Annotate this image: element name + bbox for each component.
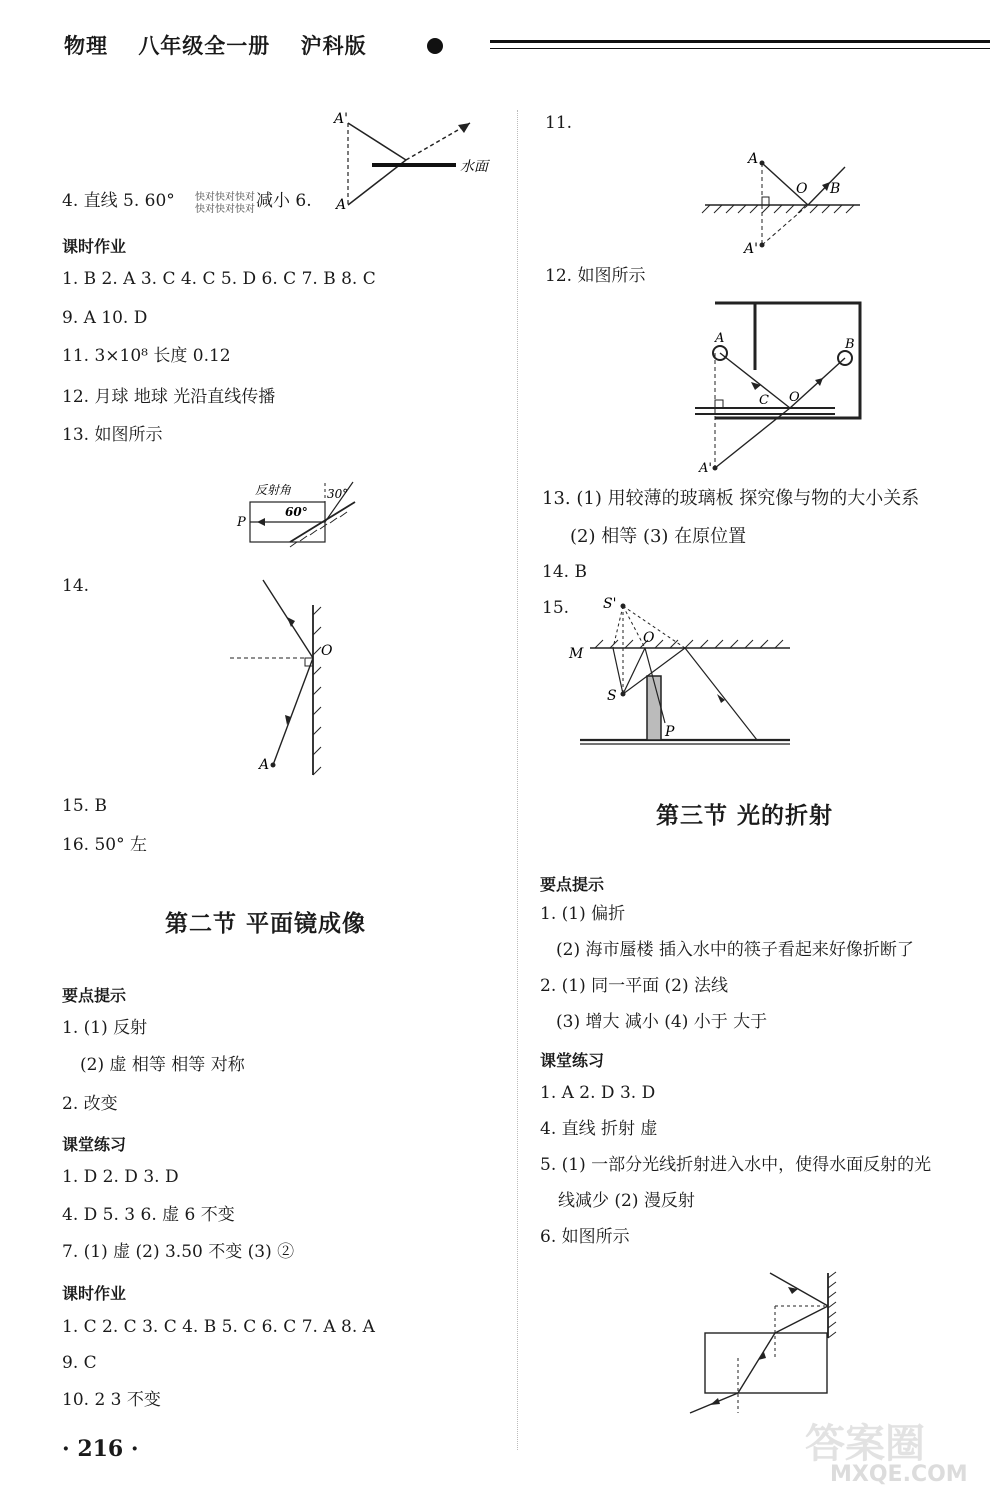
figure-6-refraction-reflection bbox=[680, 1268, 840, 1418]
figure-14-mirror bbox=[225, 575, 355, 780]
answer-line: 10. 2 3 不变 bbox=[62, 1390, 161, 1410]
answer-line: 13. 如图所示 bbox=[62, 425, 163, 445]
heading-keshi-zuoye-2: 课时作业 bbox=[62, 1284, 127, 1303]
figure-15-mirror-light-path bbox=[565, 598, 795, 750]
svg-text:O: O bbox=[643, 630, 655, 646]
svg-text:O: O bbox=[321, 643, 333, 659]
figure-11-plane-mirror bbox=[700, 145, 870, 255]
svg-text:60°: 60° bbox=[285, 505, 308, 519]
heading-ketang-lianxi-3: 课堂练习 bbox=[540, 1051, 605, 1070]
svg-text:水面: 水面 bbox=[460, 159, 488, 175]
svg-text:O: O bbox=[789, 390, 800, 405]
answer-line: 9. C bbox=[62, 1353, 97, 1373]
svg-text:A: A bbox=[748, 151, 759, 167]
answer-row-4-6-tail: 减小 6. bbox=[256, 191, 312, 211]
answer-line: 12. 月球 地球 光沿直线传播 bbox=[62, 387, 276, 407]
heading-yaodian-tishi-3: 要点提示 bbox=[540, 875, 605, 894]
svg-text:A: A bbox=[259, 757, 270, 773]
column-divider bbox=[517, 110, 518, 1450]
svg-text:S': S' bbox=[603, 596, 617, 612]
answer-line: (2) 海市蜃楼 插入水中的筷子看起来好像折断了 bbox=[556, 940, 914, 960]
header-rule-thin bbox=[490, 48, 990, 49]
answer-line: (2) 相等 (3) 在原位置 bbox=[570, 526, 747, 547]
answer-line: 14. B bbox=[542, 562, 587, 582]
answer-line: 9. A 10. D bbox=[62, 308, 148, 328]
figure-water-surface-reflection bbox=[320, 105, 510, 215]
answer-line: 1. C 2. C 3. C 4. B 5. C 6. C 7. A 8. A bbox=[62, 1317, 375, 1337]
answer-line: 2. 改变 bbox=[62, 1094, 118, 1114]
running-header bbox=[64, 30, 389, 60]
svg-text:B: B bbox=[845, 337, 855, 352]
answer-line: 1. D 2. D 3. D bbox=[62, 1167, 179, 1187]
answer-line: 4. D 5. 3 6. 虚 6 不变 bbox=[62, 1205, 235, 1225]
answer-line: 11. 3×10⁸ 长度 0.12 bbox=[62, 346, 231, 366]
svg-text:A': A' bbox=[334, 111, 348, 127]
answer-line: 5. (1) 一部分光线折射进入水中，使得水面反射的光 bbox=[540, 1155, 932, 1175]
answer-line: 4. 直线 折射 虚 bbox=[540, 1119, 658, 1139]
section-title-2: 第二节 平面镜成像 bbox=[165, 911, 367, 937]
answer-line: (3) 增大 减小 (4) 小于 大于 bbox=[556, 1012, 768, 1032]
answer-line: 12. 如图所示 bbox=[545, 266, 646, 286]
svg-text:S: S bbox=[607, 688, 617, 704]
heading-keshi-zuoye-1: 课时作业 bbox=[62, 237, 127, 256]
answer-line: 15. B bbox=[62, 796, 107, 816]
answer-line: 2. (1) 同一平面 (2) 法线 bbox=[540, 976, 728, 996]
answer-line: 11. bbox=[545, 113, 573, 133]
svg-text:A: A bbox=[715, 331, 725, 346]
answer-line: 6. 如图所示 bbox=[540, 1227, 630, 1247]
header-subject: 物理 bbox=[64, 33, 108, 58]
page-number: · 216 · bbox=[62, 1436, 139, 1462]
watermark-url: MXQE.COM bbox=[830, 1462, 968, 1487]
heading-ketang-lianxi: 课堂练习 bbox=[62, 1135, 127, 1154]
heading-yaodian-tishi: 要点提示 bbox=[62, 986, 127, 1005]
section-title-3: 第三节 光的折射 bbox=[656, 803, 834, 829]
header-grade: 八年级全一册 bbox=[138, 33, 271, 58]
answer-line: (2) 虚 相等 相等 对称 bbox=[80, 1055, 245, 1075]
answer-line: 1. (1) 偏折 bbox=[540, 904, 626, 924]
header-bullet bbox=[427, 38, 443, 54]
answer-line: 16. 50° 左 bbox=[62, 835, 147, 855]
answer-row-4-6: 4. 直线 5. 60° bbox=[62, 191, 175, 211]
answer-line: 线减少 (2) 漫反射 bbox=[558, 1191, 695, 1211]
watermark-logo: 答案圈 bbox=[805, 1421, 925, 1467]
answer-line: 14. bbox=[62, 576, 90, 596]
svg-text:A': A' bbox=[744, 241, 758, 257]
header-rule-thick bbox=[490, 40, 990, 43]
svg-text:A: A bbox=[336, 197, 347, 213]
svg-text:O: O bbox=[796, 181, 808, 197]
answer-line: 13. (1) 用较薄的玻璃板 探究像与物的大小关系 bbox=[542, 488, 920, 509]
figure-13-reflection-angle bbox=[235, 472, 385, 552]
figure-12-periscope-box bbox=[695, 298, 870, 478]
svg-text:P: P bbox=[237, 515, 246, 530]
answer-line: 1. B 2. A 3. C 4. C 5. D 6. C 7. B 8. C bbox=[62, 269, 376, 289]
svg-text:30°: 30° bbox=[327, 487, 349, 501]
answer-line: 7. (1) 虚 (2) 3.50 不变 (3) ② bbox=[62, 1242, 295, 1262]
svg-text:B: B bbox=[830, 181, 841, 197]
svg-text:M: M bbox=[569, 646, 584, 662]
svg-text:P: P bbox=[665, 724, 675, 740]
watermark-stamp: 快对快对快对 快对快对快对 bbox=[195, 192, 255, 215]
svg-text:反射角: 反射角 bbox=[255, 483, 292, 497]
header-edition: 沪科版 bbox=[300, 33, 367, 58]
svg-text:A': A' bbox=[699, 461, 712, 476]
answer-line: 15. bbox=[542, 598, 570, 618]
answer-line: 1. (1) 反射 bbox=[62, 1018, 148, 1038]
answer-line: 1. A 2. D 3. D bbox=[540, 1083, 656, 1103]
svg-text:C: C bbox=[759, 393, 769, 408]
